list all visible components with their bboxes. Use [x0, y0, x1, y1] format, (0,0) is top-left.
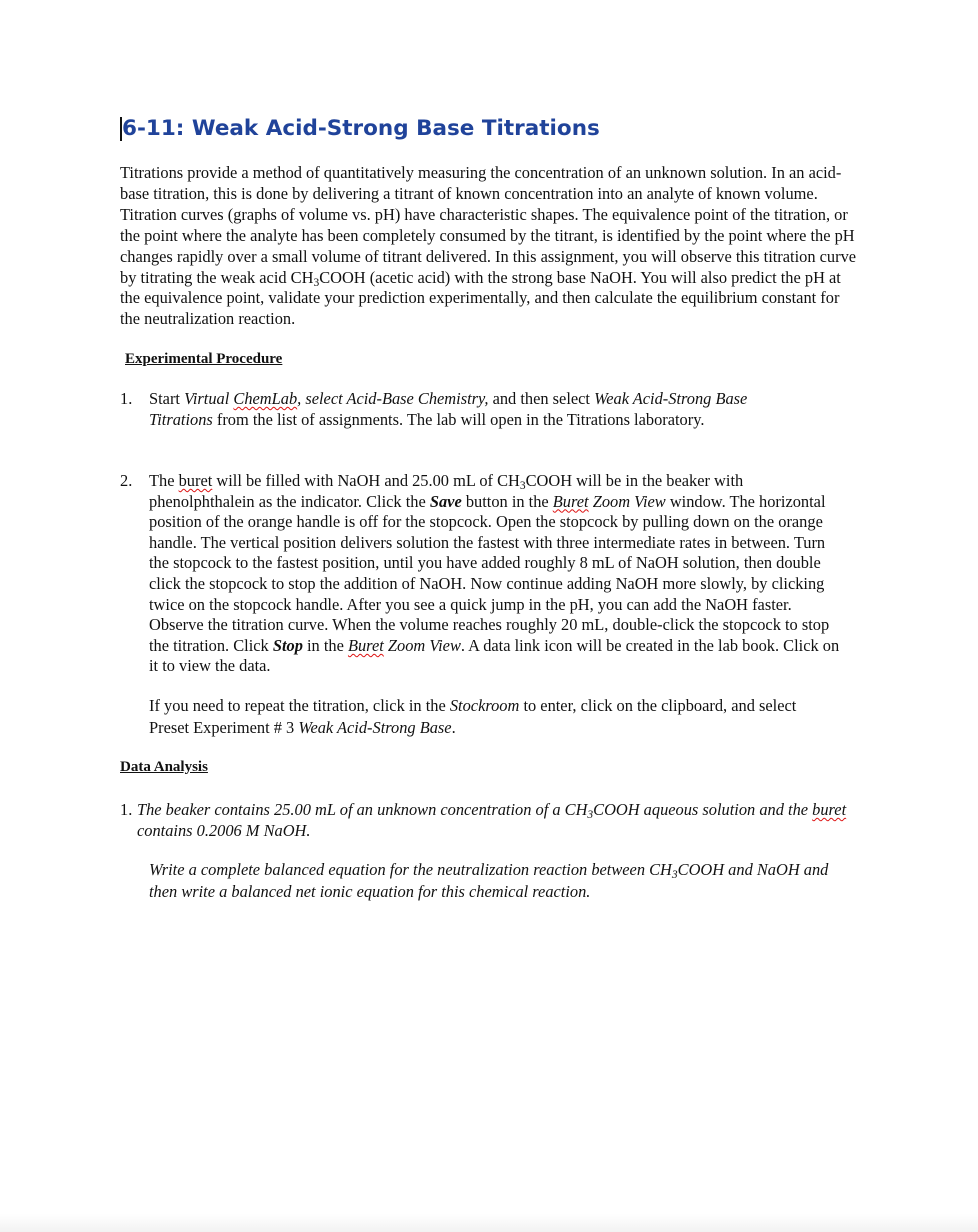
step1-text-a: Start	[149, 389, 185, 408]
intro-paragraph	[120, 163, 860, 330]
step1-italic-c: Weak Acid-Strong Base Titrations	[149, 389, 748, 429]
step1-italic-b: , select Acid-Base Chemistry,	[297, 389, 489, 408]
analysis-question-1	[120, 799, 850, 841]
step2-text-c: COOH will be in the beaker with phenolphthalein as the indicator. Click the	[149, 471, 744, 511]
misspelled-word: Buret	[552, 491, 589, 511]
step2-text-f: in the	[302, 635, 348, 655]
experimental-procedure-heading: Experimental Procedure	[125, 351, 283, 367]
step-number: 1.	[120, 389, 133, 408]
procedure-step-2	[120, 471, 840, 677]
q1-prompt-subscript: 3	[671, 868, 678, 881]
save-label: Save	[429, 491, 462, 511]
misspelled-word: buret	[812, 800, 847, 819]
preset-name: Weak Acid-Strong Base	[298, 718, 452, 737]
intro-text-2: COOH (acetic acid) with the strong base NaOH. You will also predict the pH at the equivalence point, validate your prediction experimentally, and then calculate the equilibrium constant for the neutralization reaction.	[120, 267, 841, 329]
step1-italic-a: Virtual	[184, 389, 234, 408]
repeat-instructions	[149, 695, 829, 739]
repeat-text-b: to enter, click on the clipboard, and select Preset Experiment # 3	[149, 696, 797, 737]
q1-text-b: COOH aqueous solution and the	[593, 800, 813, 819]
question-number: 1.	[120, 800, 133, 819]
step-text	[149, 471, 840, 677]
step1-text-b: and then select	[488, 389, 595, 408]
zoom-view-label: Zoom View	[588, 491, 666, 511]
repeat-text-c: .	[451, 718, 456, 737]
q1-prompt-text-a: Write a complete balanced equation for the neutralization reaction between CH	[149, 860, 672, 879]
intro-subscript: 3	[313, 276, 320, 289]
q1-subscript: 3	[587, 808, 594, 821]
analysis-question-1-prompt	[149, 859, 849, 903]
page-bottom-shadow	[0, 1214, 978, 1232]
step2-subscript: 3	[519, 479, 526, 492]
step2-text-e: window. The horizontal position of the orange handle is off for the stopcock. Open the stopcock by pulling down on the orange handle. The vertical position delivers solution the fastest with three intermediate rates in between. Turn the stopcock to the fastest position, until you have added roughly 8 mL of NaOH solution, then double click the stopcock to stop the addition of NaOH. Now continue adding NaOH more slowly, by clicking twice on the stopcock handle. After you see a quick jump in the pH, you can add the NaOH faster. Observe the titration curve. When the volume reaches roughly 20 mL, double-click the stopcock to stop the titration. Click	[149, 491, 830, 655]
q1-prompt-text-b: COOH and NaOH and then write a balanced net ionic equation for this chemical reaction.	[149, 860, 829, 901]
misspelled-word: buret	[178, 471, 213, 490]
page-title: 6-11: Weak Acid-Strong Base Titrations	[122, 116, 600, 141]
q1-text-c: contains 0.2006 M NaOH.	[137, 821, 311, 840]
step2-text-d: button in the	[461, 491, 553, 511]
data-analysis-heading: Data Analysis	[120, 759, 208, 775]
misspelled-word: Buret	[347, 635, 384, 655]
zoom-view-label: Zoom View	[383, 635, 461, 655]
procedure-step-1	[120, 389, 780, 430]
repeat-text-a: If you need to repeat the titration, click in the	[149, 696, 450, 715]
step-number: 2.	[120, 471, 133, 490]
intro-text-1: Titrations provide a method of quantitatively measuring the concentration of an unknown solution. In an acid-base titration, this is done by delivering a titrant of known concentration into an analyte of known volume. Titration curves (graphs of volume vs. pH) have characteristic shapes. The equivalence point of the titration, or the point where the analyte has been completely consumed by the titrant, is identified by the point where the pH changes rapidly over a small volume of titrant delivered. In this assignment, you will observe this titration curve by titrating the weak acid CH	[120, 163, 857, 287]
question-text	[137, 799, 850, 841]
q1-text-a: The beaker contains 25.00 mL of an unknown concentration of a CH	[137, 800, 588, 819]
step-text	[149, 389, 780, 430]
step1-text-c: from the list of assignments. The lab will open in the Titrations laboratory.	[212, 409, 705, 429]
misspelled-word: ChemLab	[233, 389, 298, 408]
stockroom-label: Stockroom	[449, 696, 520, 715]
step2-text-a: The	[149, 471, 179, 490]
step2-text-b: will be filled with NaOH and 25.00 mL of CH	[212, 471, 520, 490]
stop-label: Stop	[272, 635, 303, 655]
step2-text-g: . A data link icon will be created in the lab book. Click on it to view the data.	[149, 635, 840, 676]
